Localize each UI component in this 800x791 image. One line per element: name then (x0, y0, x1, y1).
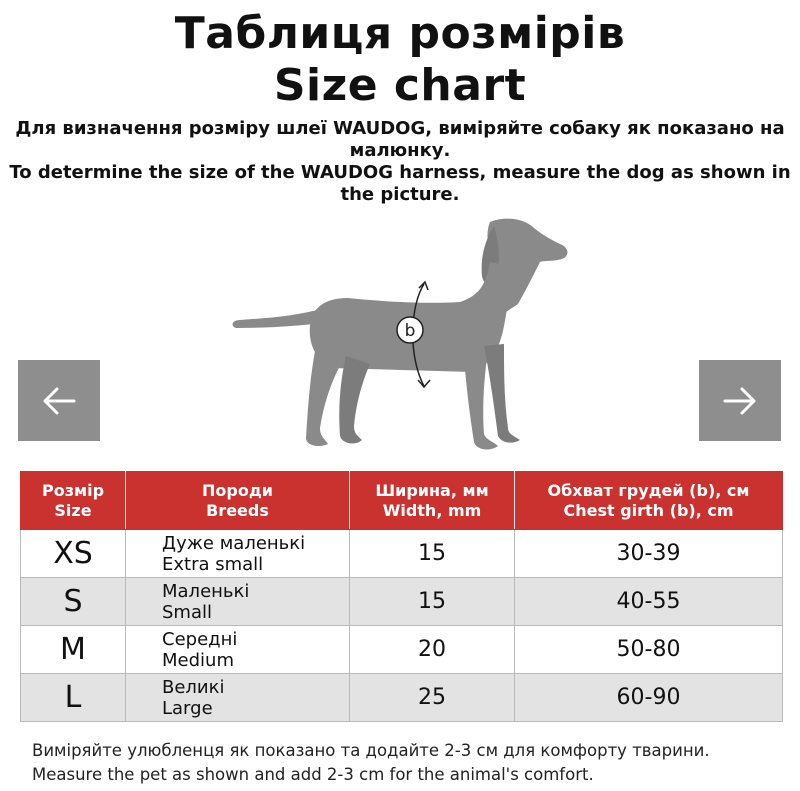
chest-girth-label: b (404, 321, 416, 341)
girth-cell: 30-39 (515, 530, 783, 578)
size-cell: M (21, 626, 126, 674)
table-row (21, 578, 783, 626)
subtitle-ua: Для визначення розміру шлеї WAUDOG, виміряйте собаку як показано на малюнку. (15, 118, 785, 161)
title-en: Size chart (273, 60, 527, 111)
header-chest-girth: Обхват грудей (b), см Chest girth (b), cm (515, 472, 783, 530)
girth-cell: 40-55 (515, 578, 783, 626)
header-size: Розмір Size (21, 472, 126, 530)
header-width: Ширина, мм Width, mm (350, 472, 515, 530)
breed-cell: Середні Medium (126, 626, 350, 674)
header-breeds: Породи Breeds (126, 472, 350, 530)
size-cell: L (21, 674, 126, 722)
width-cell: 25 (350, 674, 515, 722)
dog-measurement-diagram (228, 216, 574, 458)
next-image-button[interactable] (699, 360, 781, 441)
breed-cell: Дуже маленькі Extra small (126, 530, 350, 578)
breed-cell: Великі Large (126, 674, 350, 722)
size-cell: XS (21, 530, 126, 578)
size-table (20, 471, 783, 722)
table-row (21, 626, 783, 674)
breed-cell: Маленькі Small (126, 578, 350, 626)
arrow-left-icon (42, 386, 76, 416)
width-cell: 15 (350, 530, 515, 578)
table-header-row (21, 472, 783, 530)
note-en: Measure the pet as shown and add 2-3 cm for the animal's comfort. (32, 765, 594, 784)
girth-cell: 60-90 (515, 674, 783, 722)
previous-image-button[interactable] (18, 360, 100, 441)
table-row (21, 530, 783, 578)
width-cell: 20 (350, 626, 515, 674)
note-ua: Виміряйте улюбленця як показано та додайте 2-3 см для комфорту тварини. (32, 741, 710, 760)
girth-cell: 50-80 (515, 626, 783, 674)
title-ua: Таблиця розмірів (174, 8, 626, 59)
subtitle-en: To determine the size of the WAUDOG harness, measure the dog as shown in the picture. (9, 162, 791, 205)
size-cell: S (21, 578, 126, 626)
table-row (21, 674, 783, 722)
width-cell: 15 (350, 578, 515, 626)
arrow-right-icon (723, 386, 757, 416)
